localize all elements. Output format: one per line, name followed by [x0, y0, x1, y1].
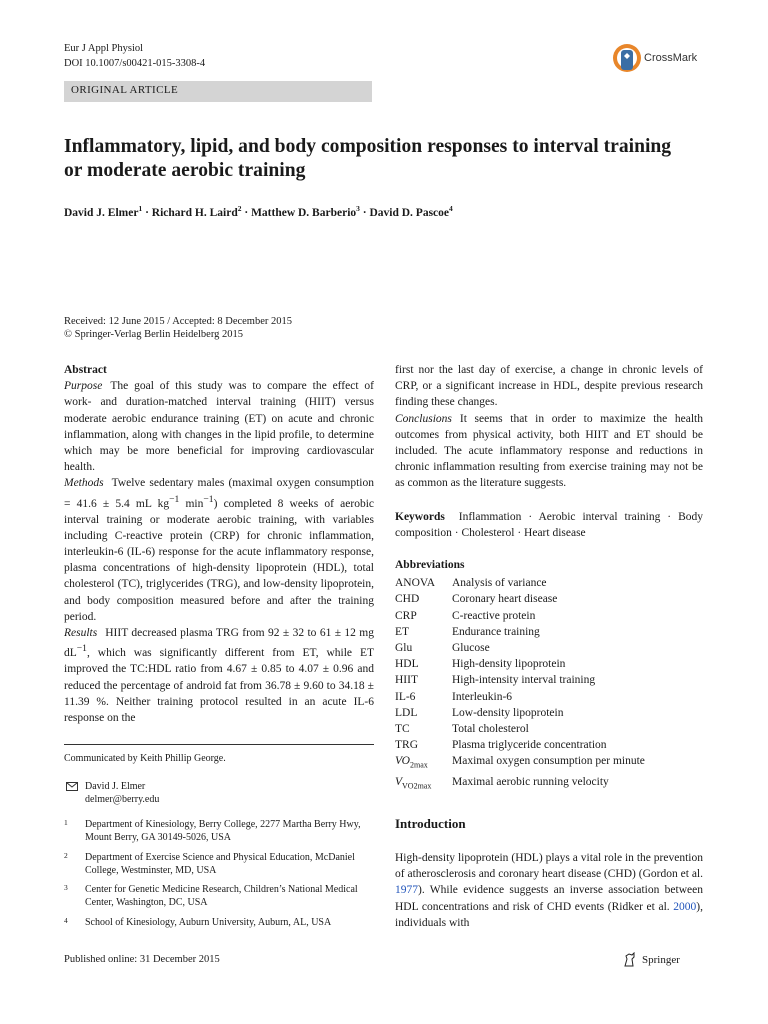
exponent: −1: [76, 643, 87, 655]
results-text-b: , which was significantly different from ET, while ET improved the TC:HDL ratio from 4.67 ± 0.85 to 4.07 ± 0.96 and reduced the percentage of android fat from 36.78 ± 9.60 to 34.18 ± 11.39 %. Neither training protocol resulted in an acute IL-6 response on the: [64, 647, 374, 724]
methods-text-a: Twelve sedentary males (maximal oxygen consumption = 41.6 ± 5.4 mL kg: [64, 477, 374, 510]
right-column: [395, 362, 703, 794]
abbreviation-key: TRG: [395, 739, 418, 752]
exponent: −1: [203, 493, 214, 505]
abbreviation-key: CRP: [395, 609, 417, 622]
abbreviation-value: Maximal aerobic running velocity: [452, 775, 609, 788]
abbreviation-key: $V_{VO2max}$: [395, 775, 432, 791]
publication-history: [64, 315, 292, 341]
abbreviation-value: Low-density lipoprotein: [452, 706, 564, 719]
crossmark-icon: [612, 42, 642, 78]
methods-text-b: min: [185, 497, 204, 510]
abbreviation-key: HIIT: [395, 674, 418, 687]
abbreviations-table: [395, 575, 703, 753]
abbreviation-value: Maximal oxygen consumption per minute: [452, 755, 645, 768]
abbreviation-key: IL-6: [395, 690, 416, 703]
results-continued: first nor the last day of exercise, a change in chronic levels of CRP, or a significant increase in HDL, despite previous research finding these changes.: [395, 364, 703, 409]
abbreviation-value: High-intensity interval training: [452, 674, 596, 687]
affiliation-number: 1: [64, 818, 68, 827]
abstract-heading: Abstract: [64, 364, 107, 376]
abbreviation-row: [395, 608, 703, 624]
published-online: Published online: 31 December 2015: [64, 954, 220, 965]
envelope-icon: [64, 782, 80, 791]
communicated-by: Communicated by Keith Phillip George.: [64, 753, 226, 764]
abbreviation-value: C-reactive protein: [452, 609, 536, 622]
abbreviation-row: [395, 689, 703, 705]
abbreviation-row: [395, 737, 703, 753]
abstract-purpose: [64, 378, 374, 475]
abbreviation-row: [395, 774, 703, 795]
affiliation: [64, 851, 374, 877]
abstract-methods: [64, 475, 374, 625]
abbreviation-row: [395, 705, 703, 721]
abbreviation-row: [395, 591, 703, 607]
journal-header: [64, 41, 205, 71]
abbreviation-key: Glu: [395, 642, 413, 655]
article-title: Inflammatory, lipid, and body composition responses to interval training or moderate aerobic training: [64, 136, 672, 181]
affiliation-text: Department of Kinesiology, Berry College, 2277 Martha Berry Hwy, Mount Berry, GA 30149-5026, USA: [85, 819, 361, 843]
affiliation-number: 4: [64, 916, 68, 925]
correspondence: [64, 780, 159, 806]
abbreviation-row: [395, 753, 703, 774]
abbreviation-value: Total cholesterol: [452, 723, 529, 736]
abbreviation-row: [395, 640, 703, 656]
keywords-text: Inflammation · Aerobic interval training · Body composition · Cholesterol · Heart disease: [395, 510, 703, 539]
author-affiliation-mark: 1: [138, 204, 143, 213]
abbreviation-value: Coronary heart disease: [452, 593, 558, 606]
author-name[interactable]: Matthew D. Barberio: [251, 206, 357, 219]
abbreviation-key: ANOVA: [395, 577, 436, 590]
abbreviation-row: [395, 672, 703, 688]
doi[interactable]: DOI 10.1007/s00421-015-3308-4: [64, 58, 206, 69]
author-affiliation-mark: 2: [237, 204, 242, 213]
abbreviation-key: TC: [395, 723, 410, 736]
citation-link[interactable]: 1977: [395, 884, 418, 897]
affiliation-text: Center for Genetic Medicine Research, Children’s National Medical Center, Washington, DC, USA: [85, 884, 358, 908]
abbreviation-key: $VO_{2max}$: [395, 755, 428, 770]
conclusions-label: Conclusions: [395, 412, 452, 425]
purpose-label: Purpose: [64, 380, 103, 393]
abbreviation-key: ET: [395, 625, 410, 638]
abbreviations: [395, 557, 703, 794]
abbreviation-key: HDL: [395, 658, 419, 671]
correspondence-email[interactable]: delmer@berry.edu: [85, 794, 160, 805]
introduction-text: High-density lipoprotein (HDL) plays a vital role in the prevention of atherosclerosis and coronary heart disease (CHD) (Gordon et al. 1977). While evidence suggests an inverse association between HDL concentrations and risk of CHD events (Ridker et al. 2000), individuals with: [395, 852, 704, 929]
author-name[interactable]: David J. Elmer: [64, 206, 139, 219]
journal-name: Eur J Appl Physiol: [64, 43, 144, 54]
crossmark-label: CrossMark: [644, 52, 698, 64]
article-type-banner: ORIGINAL ARTICLE: [64, 81, 372, 102]
affiliation-number: 3: [64, 883, 68, 892]
copyright: © Springer-Verlag Berlin Heidelberg 2015: [64, 329, 244, 340]
received-accepted: Received: 12 June 2015 / Accepted: 8 December 2015: [64, 316, 293, 327]
affiliation: [64, 883, 374, 909]
results-label: Results: [64, 627, 98, 640]
abbreviation-row: [395, 624, 703, 640]
keywords: [395, 509, 703, 541]
abstract-conclusions: [395, 411, 703, 492]
publisher-logo: [622, 952, 680, 968]
exponent: −1: [169, 493, 180, 505]
abbreviation-value: High-density lipoprotein: [452, 658, 566, 671]
affiliation-text: Department of Exercise Science and Physical Education, McDaniel College, Westminster, MD, USA: [85, 852, 355, 876]
abbreviation-value: Analysis of variance: [452, 577, 547, 590]
abbreviation-value: Endurance training: [452, 625, 540, 638]
abbreviation-value: Glucose: [452, 642, 490, 655]
results-text-a: HIIT decreased plasma TRG from 92 ± 32 to 61 ± 12 mg dL: [64, 627, 374, 660]
keywords-label: Keywords: [395, 510, 445, 523]
abbreviation-value: Plasma triglyceride concentration: [452, 739, 607, 752]
methods-label: Methods: [64, 477, 104, 490]
author-list: David J. Elmer$^1$ · Richard H. Laird$^2$ · Matthew D. Barberio$^3$ · David D. Pascoe$^4$: [64, 204, 453, 219]
abbreviation-key: CHD: [395, 593, 420, 606]
author-name[interactable]: David D. Pascoe: [369, 206, 450, 219]
abstract-results: [64, 625, 374, 726]
footnote-divider: [64, 744, 374, 745]
abbreviation-row: [395, 575, 703, 591]
correspondence-name: David J. Elmer: [85, 781, 146, 792]
abbreviation-value: Interleukin-6: [452, 690, 513, 703]
abstract-column: [64, 362, 374, 726]
author-affiliation-mark: 4: [449, 204, 453, 213]
methods-text-c: ) completed 8 weeks of aerobic interval training or moderate aerobic training, with variables including C-reactive protein (CRP) for chronic inflammation, interleukin-6 (IL-6) response for the acute inflammatory response, plasma concentrations of high-density lipoprotein (HDL), total cholesterol (TC), triglycerides (TRG), and low-density lipoprotein, and body composition measured before and after the training period.: [64, 497, 374, 623]
affiliation: [64, 818, 374, 844]
abbreviation-row: [395, 656, 703, 672]
affiliation-number: 2: [64, 851, 68, 860]
purpose-text: The goal of this study was to compare the effect of work- and duration-matched interval training (HIIT) versus moderate aerobic endurance training (ET) on acute and chronic inflammation, along with changes in the lipid profile, to determine which may be more beneficial for improving cardiovascular health.: [64, 380, 374, 474]
springer-horse-icon: [622, 952, 638, 968]
publisher-name: Springer: [642, 954, 680, 966]
author-affiliation-mark: 3: [356, 204, 360, 213]
conclusions-text: It seems that in order to maximize the health outcomes from physical activity, both HIIT and ET should be included. The acute inflammatory response and reductions in chronic inflammation resulting from exercise training may not be as common as the literature suggests.: [395, 412, 703, 490]
author-name[interactable]: Richard H. Laird: [151, 206, 238, 219]
introduction-heading: Introduction: [395, 816, 466, 831]
affiliation-text: School of Kinesiology, Auburn University, Auburn, AL, USA: [85, 917, 332, 928]
abbreviation-key: LDL: [395, 706, 418, 719]
abbreviations-heading: Abbreviations: [395, 559, 465, 572]
crossmark-badge[interactable]: [612, 40, 708, 80]
abbreviation-row: [395, 721, 703, 737]
citation-link[interactable]: 2000: [673, 900, 697, 913]
affiliation: [64, 916, 374, 929]
